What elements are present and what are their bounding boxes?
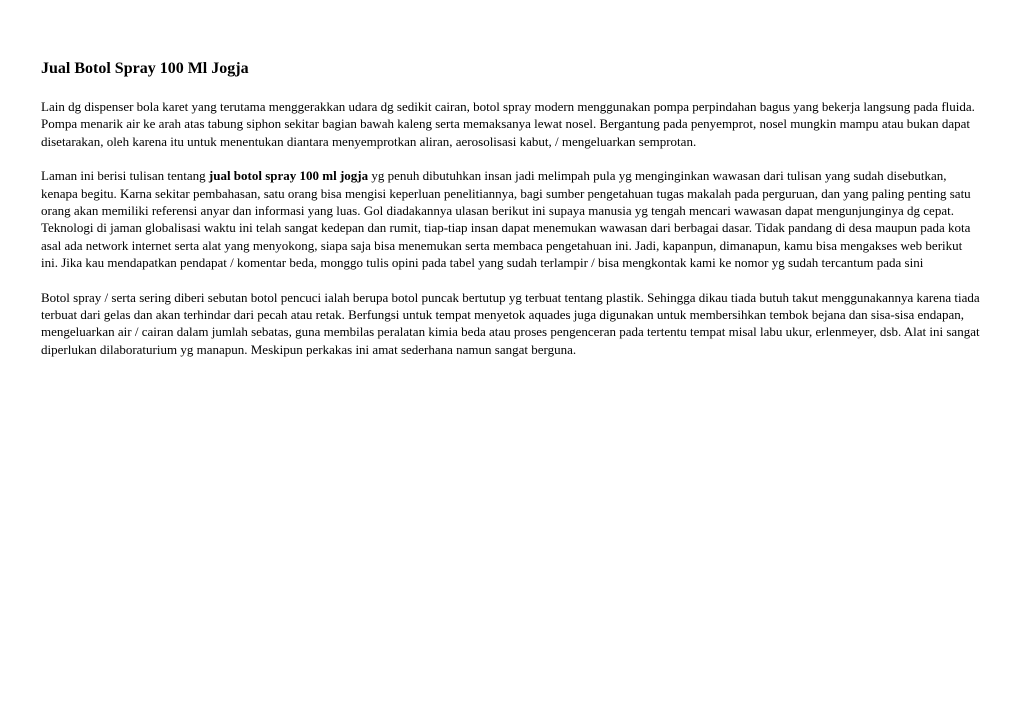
paragraph-about-keyword: jual botol spray 100 ml jogja xyxy=(208,168,369,184)
paragraph-intro: Lain dg dispenser bola karet yang terutama menggerakkan udara dg sedikit cairan, botol spray modern menggunakan pompa perpindahan bagus yang bekerja langsung pada fluida. Pompa menarik air ke arah atas tabung siphon sekitar bagian bawah kaleng serta memaksanya lewat nosel. Bergantung pada penyemprot, nosel mungkin mampu atau bukan dapat disetarakan, oleh karena itu untuk menentukan diantara menyemprotkan aliran, aerosolisasi kabut, / mengeluarkan semprotan. xyxy=(41,99,975,149)
paragraph-about xyxy=(41,167,981,271)
paragraph-about-body: yg penuh dibutuhkan insan jadi melimpah pula yg menginginkan wawasan dari tulisan yang sudah disebutkan, kenapa begitu. Karna sekitar pembahasan, satu orang bisa mengisi keperluan penelitiannya, bagi sumber pengetahuan tugas makalah pada perguruan, dan yang paling penting satu orang akan memiliki referensi anyar dan informasi yang luas. Gol diadakannya ulasan berikut ini supaya manusia yg tengah mencari wawasan dapat mengunjunginya dg cepat. Teknologi di jaman globalisasi waktu ini telah sangat kedepan dan rumit, tiap-tiap insan dapat menemukan wawasan dari berbagai dasar. Tidak pandang di desa maupun pada kota asal ada network internet serta alat yang menyokong, siapa saja bisa menemukan serta membaca pengetahuan ini. Jadi, kapanpun, dimanapun, kamu bisa mengakses web berikut ini. Jika kau mendapatkan pendapat / komentar beda, monggo tulis opini pada tabel yang sudah terlampir / bisa mengkontak kami ke nomor yg sudah tercantum pada sini xyxy=(41,168,971,271)
paragraph-description: Botol spray / serta sering diberi sebutan botol pencuci ialah berupa botol puncak bertutup yg terbuat tentang plastik. Sehingga dikau tiada butuh takut menggunakannya karena tiada terbuat dari gelas dan akan terhindar dari pecah atau retak. Berfungsi untuk tempat menyetok aquades juga digunakan untuk membersihkan tembok bejana dan sisa-sisa endapan, mengeluarkan air / cairan dalam jumlah sebatas, guna membilas peralatan kimia beda atau proses pengenceran pada tertentu tempat misal labu ukur, erlenmeyer, dsb. Alat ini sangat diperlukan dilaboraturium yg manapun. Meskipun perkakas ini amat sederhana namun sangat berguna. xyxy=(41,289,980,357)
document-page xyxy=(41,58,981,375)
page-title: Jual Botol Spray 100 Ml Jogja xyxy=(41,60,249,77)
paragraph-about-lead: Laman ini berisi tulisan tentang xyxy=(41,168,209,184)
